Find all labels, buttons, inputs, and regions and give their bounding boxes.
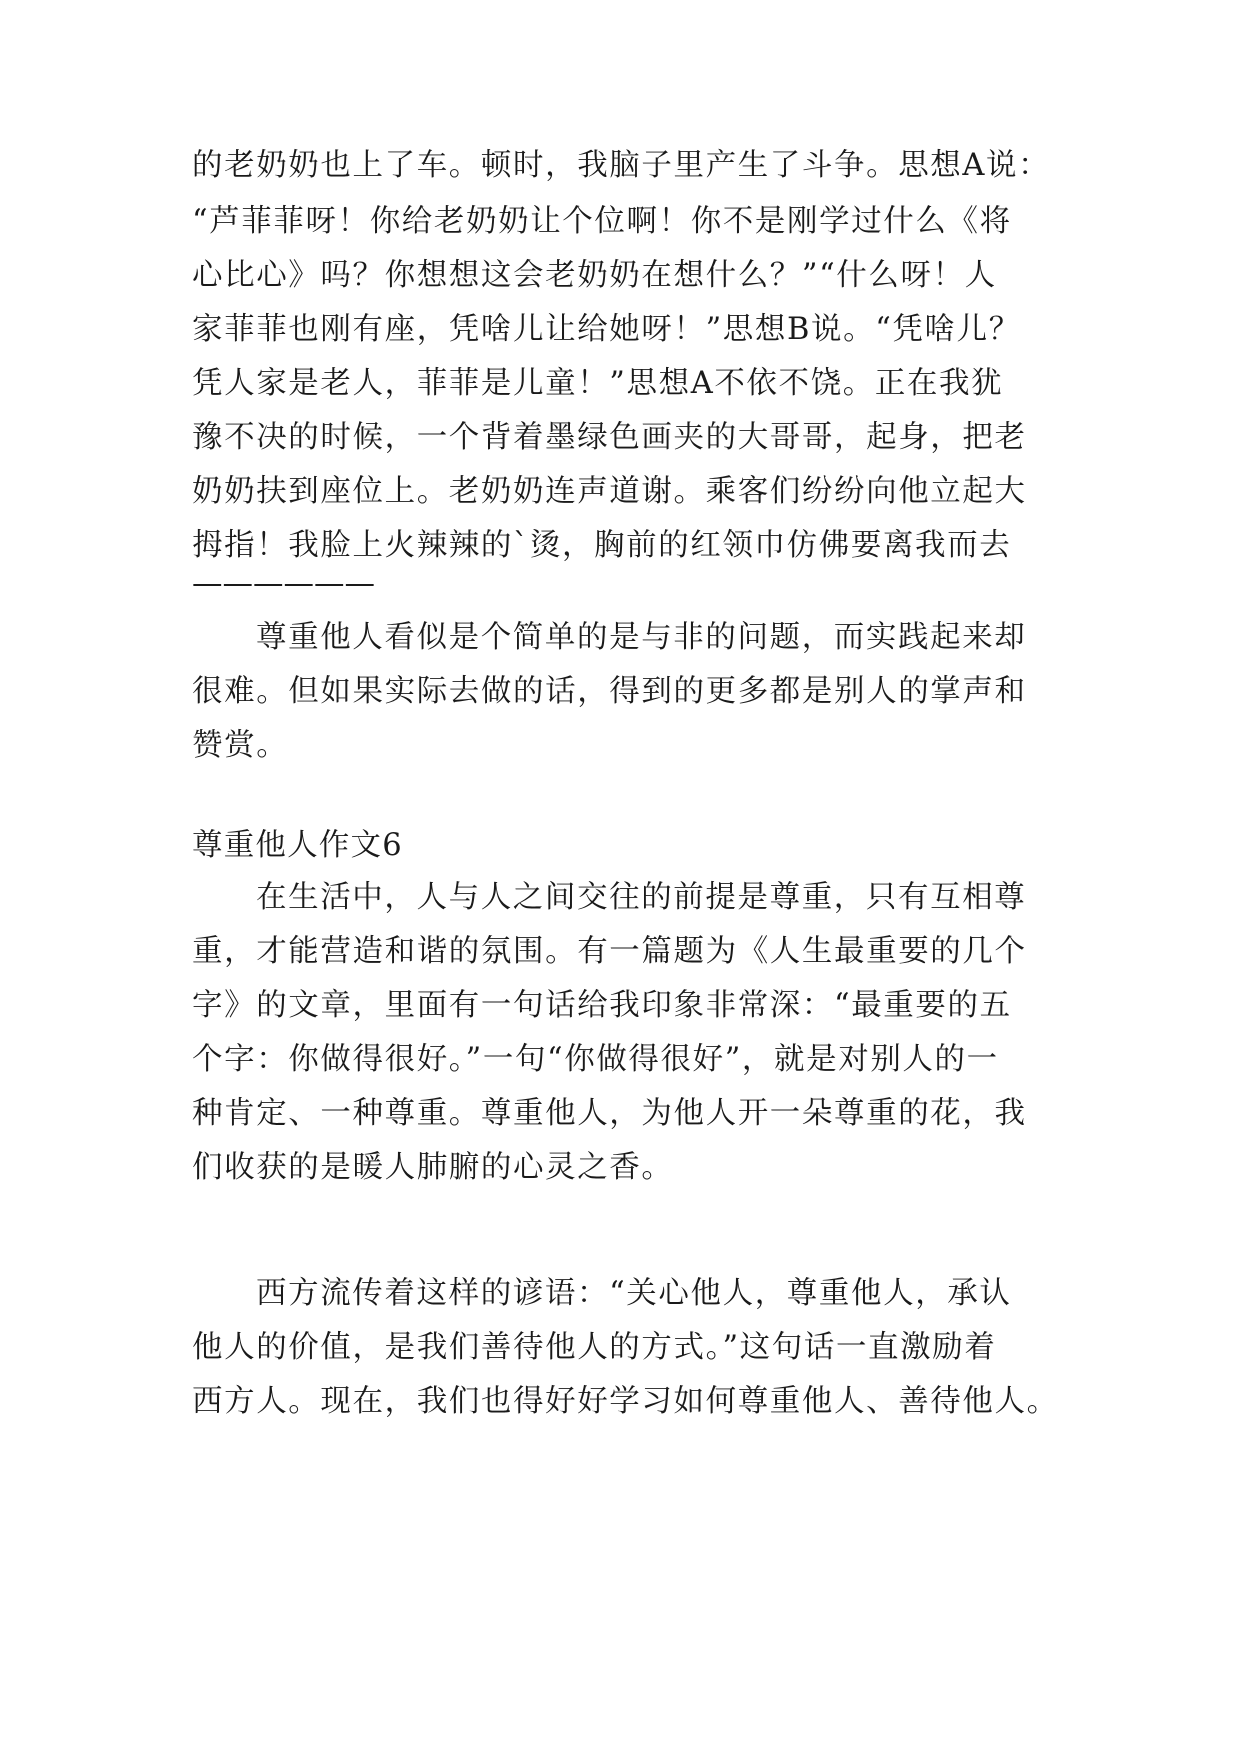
text-line: 西方人。现在，我们也得好好学习如何尊重他人、善待他人。: [192, 1384, 1059, 1419]
text-line: 种肯定、一种尊重。尊重他人，为他人开一朵尊重的花，我: [192, 1096, 1027, 1131]
text-line: 豫不决的时候，一个背着墨绿色画夹的大哥哥，起身，把老: [192, 420, 1027, 455]
text-line: ——————: [192, 566, 375, 601]
text-line: 们收获的是暖人肺腑的心灵之香。: [192, 1150, 674, 1185]
text-line: 很难。但如果实际去做的话，得到的更多都是别人的掌声和: [192, 674, 1027, 709]
text-line: 他人的价值，是我们善待他人的方式。”这句话一直激励着: [192, 1330, 997, 1365]
text-line: 在生活中，人与人之间交往的前提是尊重，只有互相尊: [256, 880, 1027, 915]
text-line: 个字：你做得很好。”一句“你做得很好”，就是对别人的一: [192, 1042, 999, 1077]
text-line: “芦菲菲呀！你给老奶奶让个位啊！你不是刚学过什么《将: [192, 204, 1012, 239]
text-line: 拇指！我脸上火辣辣的`烫，胸前的红领巾仿佛要离我而去: [192, 528, 1012, 563]
text-line: 重，才能营造和谐的氛围。有一篇题为《人生最重要的几个: [192, 934, 1027, 969]
text-line: 奶奶扶到座位上。老奶奶连声道谢。乘客们纷纷向他立起大: [192, 474, 1027, 509]
text-line: 心比心》吗？你想想这会老奶奶在想什么？”“什么呀！人: [192, 258, 997, 293]
text-line: 凭人家是老人，菲菲是儿童！”思想A不依不饶。正在我犹: [192, 366, 1004, 401]
section-heading: 尊重他人作文6: [192, 828, 403, 863]
text-line: 尊重他人看似是个简单的是与非的问题，而实践起来却: [256, 620, 1027, 655]
text-line: 的老奶奶也上了车。顿时，我脑子里产生了斗争。思想A说：: [192, 148, 1051, 183]
text-line: 西方流传着这样的谚语：“关心他人，尊重他人，承认: [256, 1276, 1012, 1311]
text-line: 家菲菲也刚有座，凭啥儿让给她呀！”思想B说。“凭啥儿？: [192, 312, 1021, 347]
text-line: 字》的文章，里面有一句话给我印象非常深：“最重要的五: [192, 988, 1012, 1023]
text-line: 赞赏。: [192, 728, 289, 763]
